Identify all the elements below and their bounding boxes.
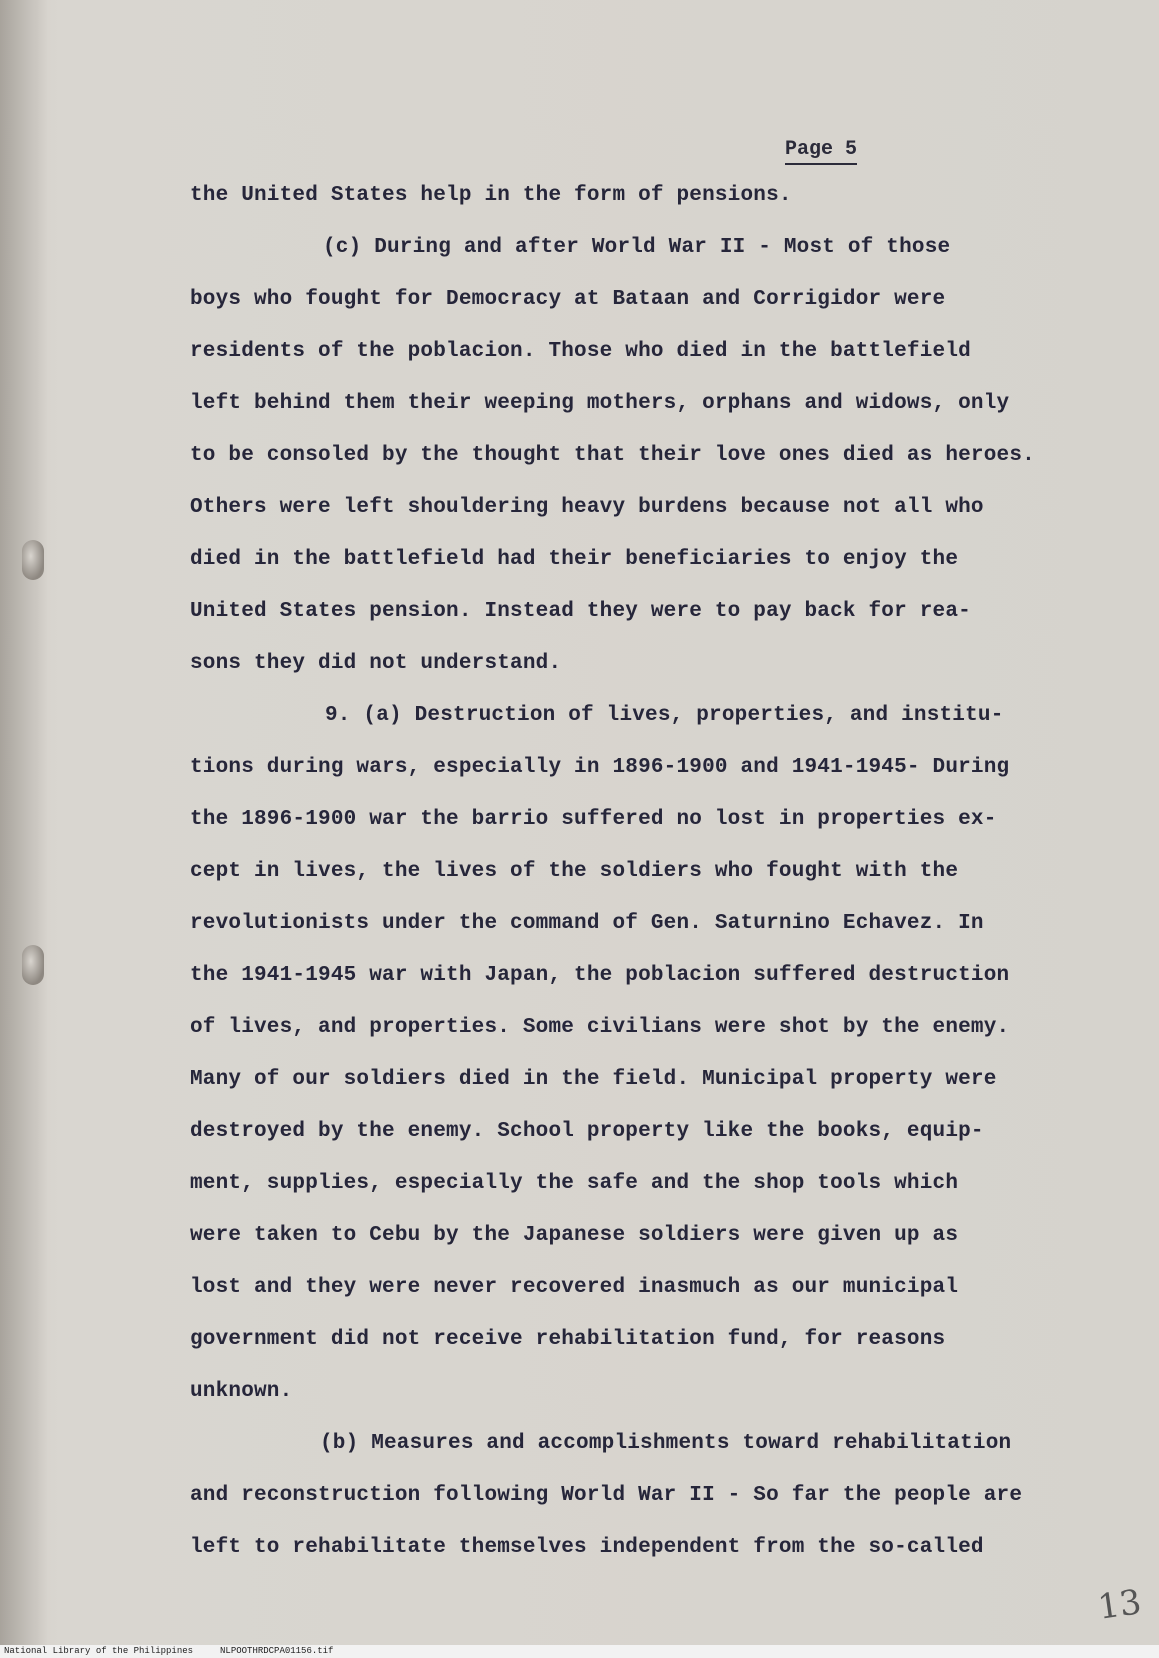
text-line: unknown.	[190, 1380, 293, 1403]
text-line: left to rehabilitate themselves independent from the so-called	[190, 1536, 984, 1559]
text-line: of lives, and properties. Some civilians were shot by the enemy.	[190, 1016, 1010, 1039]
text-line: (c) During and after World War II - Most of those	[323, 236, 951, 259]
text-line: lost and they were never recovered inasmuch as our municipal	[190, 1276, 959, 1299]
text-line: tions during wars, especially in 1896-1900 and 1941-1945- During	[190, 756, 1010, 779]
typed-text-body	[190, 170, 1035, 1574]
text-line: government did not receive rehabilitation fund, for reasons	[190, 1328, 946, 1351]
text-line: the 1896-1900 war the barrio suffered no lost in properties ex-	[190, 808, 997, 831]
scan-footer: National Library of the Philippines NLPOOTHRDCPA01156.tif	[0, 1645, 1159, 1658]
binding-hole	[22, 945, 44, 985]
text-line: and reconstruction following World War II - So far the people are	[190, 1484, 1023, 1507]
text-line: revolutionists under the command of Gen. Saturnino Echavez. In	[190, 912, 984, 935]
handwritten-page-number: 13	[1095, 1582, 1144, 1628]
text-line: sons they did not understand.	[190, 652, 562, 675]
text-line: cept in lives, the lives of the soldiers who fought with the	[190, 860, 959, 883]
text-line: (b) Measures and accomplishments toward rehabilitation	[320, 1432, 1012, 1455]
text-line: the United States help in the form of pensions.	[190, 184, 792, 207]
text-line: 9. (a) Destruction of lives, properties, and institu-	[325, 704, 1004, 727]
text-line: the 1941-1945 war with Japan, the poblacion suffered destruction	[190, 964, 1010, 987]
page-binding-edge	[0, 0, 48, 1645]
text-line: were taken to Cebu by the Japanese soldiers were given up as	[190, 1224, 959, 1247]
page-number: Page 5	[785, 138, 857, 165]
text-line: boys who fought for Democracy at Bataan and Corrigidor were	[190, 288, 946, 311]
text-line: died in the battlefield had their beneficiaries to enjoy the	[190, 548, 959, 571]
text-line: destroyed by the enemy. School property like the books, equip-	[190, 1120, 984, 1143]
text-line: Many of our soldiers died in the field. Municipal property were	[190, 1068, 997, 1091]
text-line: United States pension. Instead they were to pay back for rea-	[190, 600, 971, 623]
text-line: Others were left shouldering heavy burdens because not all who	[190, 496, 984, 519]
text-line: to be consoled by the thought that their love ones died as heroes.	[190, 444, 1035, 467]
text-line: residents of the poblacion. Those who died in the battlefield	[190, 340, 971, 363]
text-line: ment, supplies, especially the safe and the shop tools which	[190, 1172, 959, 1195]
binding-hole	[22, 540, 44, 580]
text-line: left behind them their weeping mothers, orphans and widows, only	[190, 392, 1010, 415]
